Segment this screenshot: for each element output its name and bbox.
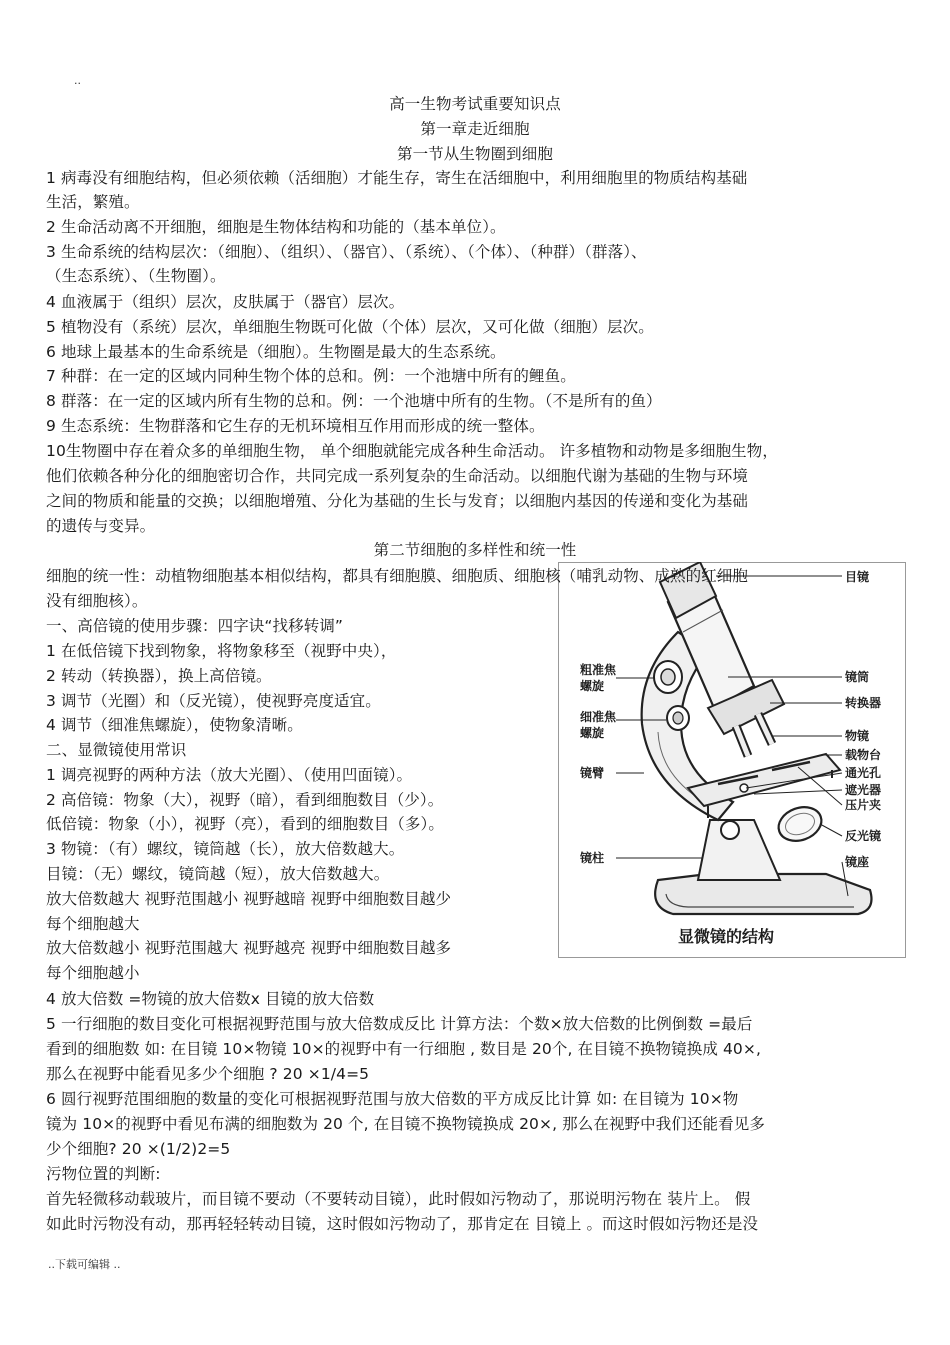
paragraph-line: （生态系统）、（生物圈）。 [46, 267, 226, 285]
paragraph-line: 少个细胞? 20 ×(1/2)2=5 [46, 1140, 231, 1158]
figure-caption: 显微镜的结构 [678, 927, 775, 946]
label-stage: 载物台 [845, 748, 882, 762]
section-1-title: 第一节从生物圈到细胞 [396, 145, 553, 163]
paragraph-line: 2 生命活动离不开细胞，细胞是生物体结构和功能的（基本单位）。 [46, 218, 506, 236]
paragraph-line: 1 调亮视野的两种方法（放大光圈）、（使用凹面镜）。 [46, 766, 413, 784]
label-coarse-focus-2: 螺旋 [580, 679, 605, 693]
paragraph-line: 那么在视野中能看见多少个细胞 ? 20 ×1/4=5 [46, 1065, 370, 1083]
label-mirror: 反光镜 [845, 829, 882, 843]
label-nosepiece: 转换器 [845, 696, 882, 710]
label-aperture: 通光孔 [845, 766, 882, 780]
paragraph-line: 8 群落：在一定的区域内所有生物的总和。例：一个池塘中所有的生物。（不是所有的鱼） [46, 392, 662, 410]
paragraph-line: 1 在低倍镜下找到物象，将物象移至（视野中央）， [46, 642, 397, 660]
paragraph-line: 4 调节（细准焦螺旋），使物象清晰。 [46, 716, 303, 734]
paragraph-line: 2 高倍镜：物象（大），视野（暗），看到细胞数目（少）。 [46, 791, 444, 809]
label-fine-focus-1: 细准焦 [580, 710, 617, 724]
label-tube: 镜筒 [845, 670, 870, 684]
paragraph-line: 污物位置的判断: [46, 1165, 161, 1183]
label-coarse-focus-1: 粗准焦 [580, 663, 617, 677]
paragraph-line: 细胞的统一性：动植物细胞基本相似结构，都具有细胞膜、细胞质、细胞核（哺乳动物、成熟的红细胞 [46, 567, 749, 585]
paragraph-line: 9 生态系统：生物群落和它生存的无机环境相互作用而形成的统一整体。 [46, 417, 545, 435]
paragraph-line: 低倍镜：物象（小），视野（亮），看到的细胞数目（多）。 [46, 815, 444, 833]
paragraph-line: 之间的物质和能量的交换；以细胞增殖、分化为基础的生长与发育；以细胞内基因的传递和变化为基础 [46, 492, 749, 510]
section-2-title: 第二节细胞的多样性和统一性 [373, 541, 577, 559]
paragraph-line: 放大倍数越小 视野范围越大 视野越亮 视野中细胞数目越多 [46, 939, 452, 957]
paragraph-line: 3 物镜：（有）螺纹，镜筒越（长），放大倍数越大。 [46, 840, 405, 858]
paragraph-line: 二、显微镜使用常识 [46, 741, 187, 759]
paragraph-line: 镜为 10×的视野中看见布满的细胞数为 20 个, 在目镜不换物镜换成 20×, 那么在视野中我们还能看见多 [46, 1115, 765, 1133]
paragraph-line: 4 血液属于（组织）层次，皮肤属于（器官）层次。 [46, 293, 405, 311]
label-arm: 镜臂 [580, 766, 605, 780]
paragraph-line: 10生物圈中存在着众多的单细胞生物， 单个细胞就能完成各种生命活动。 许多植物和动物是多细胞生物， [46, 442, 778, 460]
paragraph-line: 3 调节（光圈）和（反光镜），使视野亮度适宜。 [46, 692, 381, 710]
microscope-figure [558, 562, 906, 958]
paragraph-line: 5 一行细胞的数目变化可根据视野范围与放大倍数成反比 计算方法：个数×放大倍数的比例倒数 =最后 [46, 1015, 753, 1033]
paragraph-line: 6 圆行视野范围细胞的数量的变化可根据视野范围与放大倍数的平方成反比计算 如: 在目镜为 10×物 [46, 1090, 739, 1108]
paragraph-line: 没有细胞核）。 [46, 592, 148, 610]
paragraph-line: 首先轻微移动载玻片，而目镜不要动（不要转动目镜），此时假如污物动了，那说明污物在 装片上。 假 [46, 1190, 751, 1208]
paragraph-line: 4 放大倍数 =物镜的放大倍数x 目镜的放大倍数 [46, 990, 375, 1008]
label-diaphragm: 遮光器 [845, 783, 882, 797]
paragraph-line: 如此时污物没有动，那再轻轻转动目镜，这时假如污物动了，那肯定在 目镜上 。而这时假如污物还是没 [46, 1215, 759, 1233]
label-objective: 物镜 [845, 729, 870, 743]
page-footer: ..下载可编辑 .. [48, 1258, 121, 1271]
paragraph-line: 5 植物没有（系统）层次，单细胞生物既可化做（个体）层次，又可化做（细胞）层次。 [46, 318, 654, 336]
paragraph-line: 他们依赖各种分化的细胞密切合作，共同完成一系列复杂的生命活动。以细胞代谢为基础的生物与环境 [46, 467, 749, 485]
label-stage-clip: 压片夹 [845, 798, 882, 812]
paragraph-line: 生活，繁殖。 [46, 193, 140, 211]
paragraph-line: 看到的细胞数 如: 在目镜 10×物镜 10×的视野中有一行细胞 , 数目是 20个, 在目镜不换物镜换成 40×, [46, 1040, 762, 1058]
paragraph-line: 7 种群：在一定的区域内同种生物个体的总和。例：一个池塘中所有的鲤鱼。 [46, 367, 576, 385]
header-dots: .. [74, 74, 81, 87]
label-eyepiece: 目镜 [845, 570, 870, 584]
paragraph-line: 一、高倍镜的使用步骤：四字诀“找移转调” [46, 617, 344, 635]
label-fine-focus-2: 螺旋 [580, 726, 605, 740]
paragraph-line: 目镜：（无）螺纹，镜筒越（短），放大倍数越大。 [46, 865, 390, 883]
paragraph-line: 6 地球上最基本的生命系统是（细胞）。生物圈是最大的生态系统。 [46, 343, 506, 361]
paragraph-line: 放大倍数越大 视野范围越小 视野越暗 视野中细胞数目越少 [46, 890, 452, 908]
paragraph-line: 3 生命系统的结构层次：（细胞）、（组织）、（器官）、（系统）、（个体）、（种群）（群落）、 [46, 243, 647, 261]
doc-title: 高一生物考试重要知识点 [389, 95, 561, 113]
paragraph-line: 1 病毒没有细胞结构，但必须依赖（活细胞）才能生存，寄生在活细胞中，利用细胞里的物质结构基础 [46, 169, 748, 187]
paragraph-line: 的遗传与变异。 [46, 517, 156, 535]
paragraph-line: 2 转动（转换器），换上高倍镜。 [46, 667, 272, 685]
paragraph-line: 每个细胞越小 [46, 964, 140, 982]
label-base: 镜座 [845, 855, 870, 869]
label-pillar: 镜柱 [580, 851, 605, 865]
paragraph-line: 每个细胞越大 [46, 915, 140, 933]
chapter-title: 第一章走近细胞 [420, 120, 530, 138]
